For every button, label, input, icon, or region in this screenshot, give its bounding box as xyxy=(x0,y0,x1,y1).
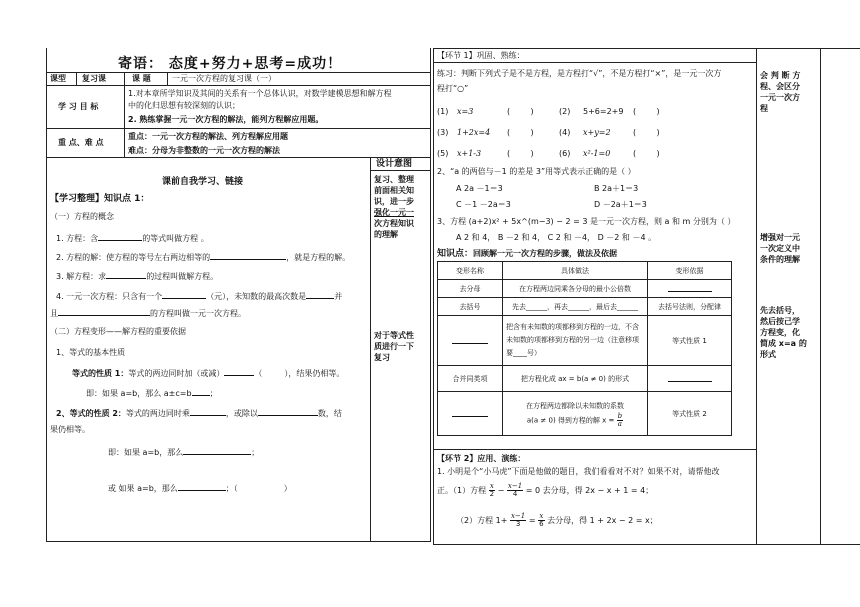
table-row: 把含有未知数的项都移到方程的一边，不含 未知数的项都移到方程的另一边（注意移项 要____号） 等式性质 1 xyxy=(438,316,732,366)
table-row: 在方程两边都除以未知数的系数 a(a ≠ 0) 得到方程的解 x = $\frac{b}{a}$ 等式性质 2 xyxy=(438,392,732,436)
q2-option-c: C －1 －2a＝3 xyxy=(456,200,511,209)
goals-label: 学 习 目 标 xyxy=(58,102,99,111)
application-1-part2: （2）方程 1+ $\frac{x-1}{3}$ = $\frac{x}{6}$ 去分母，得 1 + 2x − 2 = x； xyxy=(456,512,658,528)
q2-option-b: B 2a＋1＝3 xyxy=(594,184,639,193)
transform-subtitle: （二）方程变形——解方程的重要依据 xyxy=(50,327,186,336)
example-3: 或 如果 a=b，那么 ；（ ） xyxy=(108,484,292,493)
env1-heading: 【环节 1】巩固、熟练： xyxy=(437,51,525,60)
practice-instruction: 练习：判断下列式子是不是方程，是方程打“√”，不是方程打“×”，是一元一次方 xyxy=(437,69,722,78)
design-header: 设计意图 xyxy=(376,159,413,169)
application-1-part1: 正。（1）方程 $\frac{x}{2}$ − $\frac{x-1}{4}$ = 0 去分母，得 2x − x + 1 = 4； xyxy=(437,482,654,498)
margin-note-1: 会 判 断 方 程、会区分 一元一次方 程 xyxy=(760,71,801,113)
application-1: 1. 小明是个“小马虎”下面是他做的题目，我们看看对不对？如果不对，请帮他改 xyxy=(437,467,720,476)
env2-heading: 【环节 2】应用、演练： xyxy=(437,454,526,463)
practice-instruction-2: 程打“○” xyxy=(437,84,469,93)
q2-option-d: D －2a＋1＝3 xyxy=(594,200,647,209)
concept-subtitle: （一）方程的概念 xyxy=(50,212,114,221)
q4-cont: 且 的方程叫做一元一次方程。 xyxy=(50,309,246,318)
q3: 3. 解方程：求 的过程叫做解方程。 xyxy=(56,272,219,281)
table-header: 变形名称 xyxy=(438,262,503,280)
topic-value: 一元一次方程的复习课（一） xyxy=(172,74,276,83)
table-header: 具体做法 xyxy=(503,262,648,280)
goal-1: 1.对本章所学知识及其间的关系有一个总体认识，对数学建模思想和解方程 xyxy=(128,89,392,98)
table-row: 合并同类项 把方程化成 ax = b(a ≠ 0) 的形式 xyxy=(438,366,732,392)
design-note-2: 对于等式性 质进行一下 复习 xyxy=(374,331,414,362)
type-label: 课型 xyxy=(50,74,66,83)
study-heading: 【学习整理】知识点 1： xyxy=(50,194,150,204)
design-note-1: 复习、整理 前面相关知 识，进一步 强化一元一 次方程知识 的理解 xyxy=(374,175,414,239)
keypoints-label: 重 点、难 点 xyxy=(58,138,104,147)
table-row: 去分母 在方程两边同乘各分母的最小公倍数 xyxy=(438,280,732,298)
key-point: 重点：一元一次方程的解法、列方程解应用题 xyxy=(128,132,288,141)
section-title: 课前自我学习、链接 xyxy=(162,177,244,187)
goal-2: 2. 熟练掌握一元一次方程的解法，能列方程解应用题。 xyxy=(128,115,324,124)
margin-note-3: 先去括号， 然后按己学 方程变，化 简成 x=a 的 形式 xyxy=(760,306,807,359)
example-2: 即：如果 a=b，那么 ； xyxy=(108,448,260,457)
motto: 寄语： 态度+努力+思考=成功！ xyxy=(118,56,343,72)
q2-option-a: A 2a －1＝3 xyxy=(456,184,503,193)
knowledge-point: 知识点：回顾解一元一次方程的步骤，做法及依据 xyxy=(437,249,618,259)
question-2: 2、“a 的两倍与－1 的差是 3”用等式表示正确的是（ ） xyxy=(437,167,636,176)
property-2-cont: 果仍相等。 xyxy=(50,425,90,434)
margin-note-2: 增强对一元 一次定义中 条件的理解 xyxy=(760,233,800,264)
q4: 4. 一元一次方程：只含有一个 （元），未知数的最高次数是 并 xyxy=(56,292,343,301)
table-row: 去括号 先去______，再去______，最后去______ 去括号法则，分配律 xyxy=(438,298,732,316)
property-heading: 1、等式的基本性质 xyxy=(56,348,126,357)
hard-point: 难点：分母为非整数的一元一次方程的解法 xyxy=(128,146,280,155)
steps-table xyxy=(437,261,732,436)
type-value: 复习课 xyxy=(82,74,106,83)
question-3: 3、方程 (a+2)x² + 5x^(m−3) − 2 = 3 是一元一次方程，则 a 和 m 分别为（ ） xyxy=(437,217,736,226)
q1: 1. 方程：含 的等式叫做方程 。 xyxy=(56,234,209,243)
q3-options: A 2 和 4， B －2 和 4， C 2 和 －4， D －2 和 －4 。 xyxy=(456,233,657,242)
goal-1b: 中的化归思想有较深刻的认识； xyxy=(128,101,240,110)
property-1: 等式的性质 1：等式的两边同时加（或减） （ ），结果仍相等。 xyxy=(72,369,345,378)
property-2: 2、等式的性质 2：等式的两边同时乘 ，或除以 数，结 xyxy=(56,409,342,418)
topic-label: 课 题 xyxy=(132,74,151,83)
example-1: 即：如果 a=b，那么 a±c=b ； xyxy=(86,389,218,398)
table-header: 变形依据 xyxy=(648,262,732,280)
q2: 2. 方程的解：使方程的等号左右两边相等的 ，就是方程的解。 xyxy=(56,253,351,262)
